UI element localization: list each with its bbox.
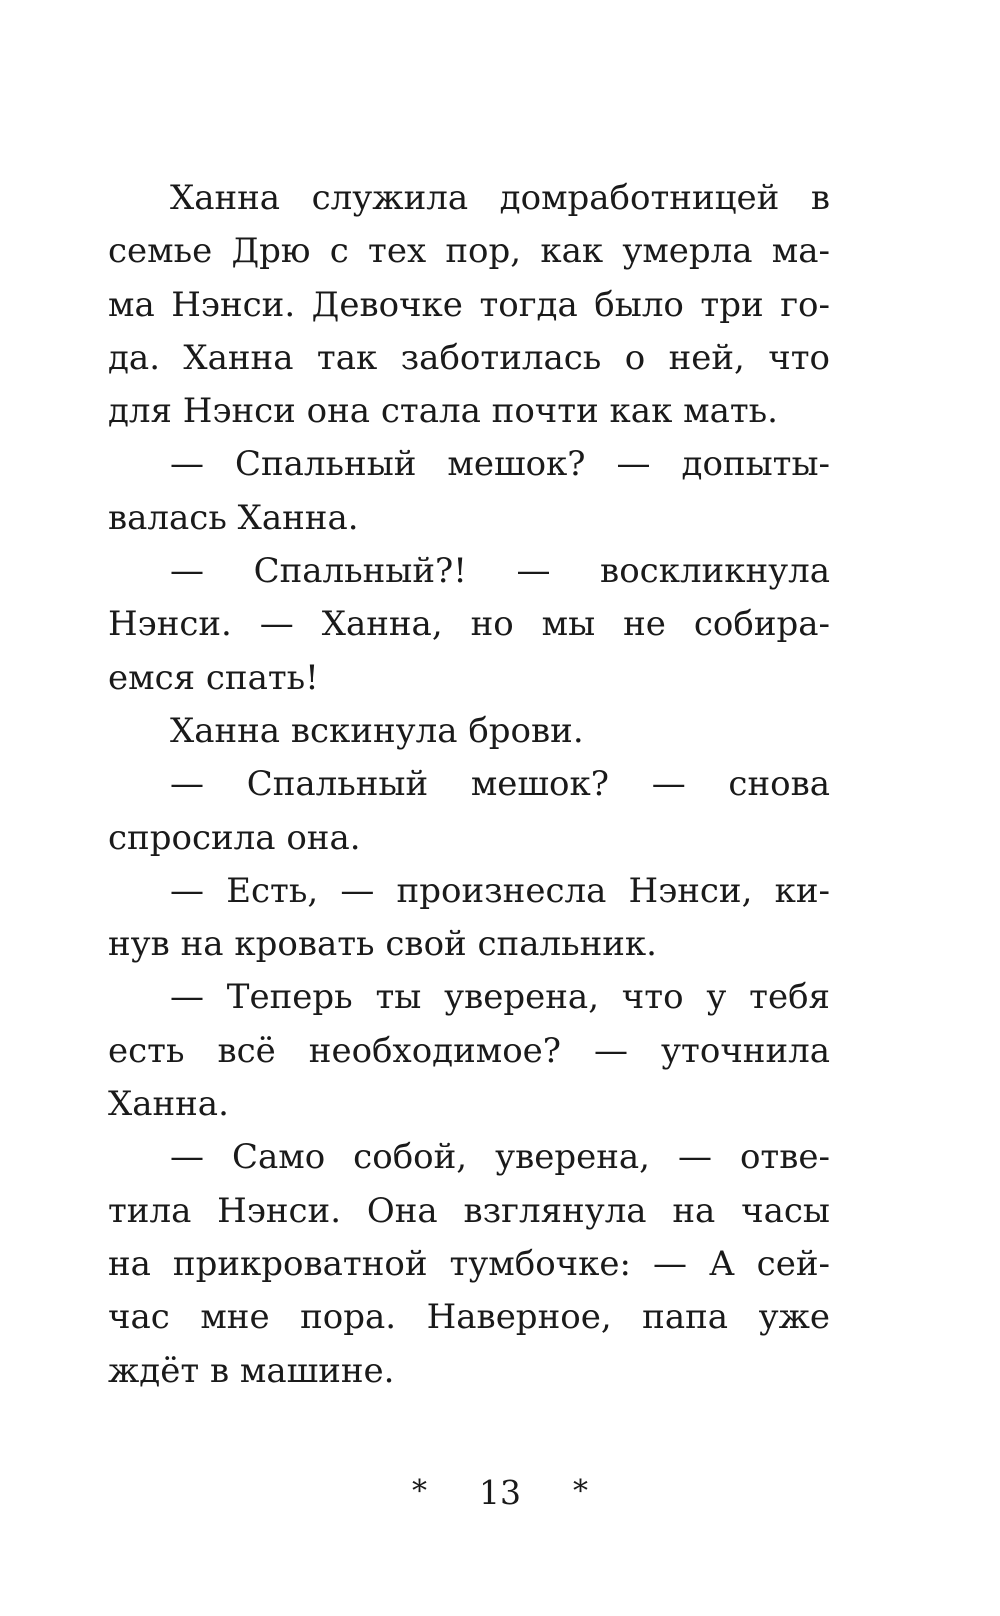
text-line: для Нэнси она стала почти как мать. bbox=[108, 391, 778, 432]
text-line: — Спальный мешок? — допыты- bbox=[170, 444, 830, 485]
text-line: — Спальный?! — воскликнула bbox=[170, 551, 830, 592]
text-line: — Есть, — произнесла Нэнси, ки- bbox=[170, 870, 830, 911]
text-line: — Теперь ты уверена, что у тебя bbox=[170, 977, 830, 1018]
page-footer bbox=[0, 1462, 1000, 1522]
right-star-ornament-icon: * bbox=[573, 1474, 588, 1509]
text-line: да. Ханна так заботилась о ней, что bbox=[108, 337, 830, 378]
text-line: емся спать! bbox=[108, 657, 319, 698]
text-line: Ханна вскинула брови. bbox=[170, 710, 584, 751]
text-line: валась Ханна. bbox=[108, 497, 359, 538]
text-line: спросила она. bbox=[108, 817, 361, 858]
text-line: Ханна. bbox=[108, 1084, 229, 1125]
text-line: тила Нэнси. Она взглянула на часы bbox=[108, 1190, 830, 1231]
text-line: ма Нэнси. Девочке тогда было три го- bbox=[108, 284, 830, 325]
left-star-ornament-icon: * bbox=[412, 1474, 427, 1509]
text-line: на прикроватной тумбочке: — А сей- bbox=[108, 1243, 830, 1284]
text-line: Ханна служила домработницей в bbox=[170, 178, 830, 218]
text-line: Нэнси. — Ханна, но мы не собира- bbox=[108, 604, 830, 645]
text-line: семье Дрю с тех пор, как умерла ма- bbox=[108, 231, 830, 272]
text-line: есть всё необходимое? — уточнила bbox=[108, 1030, 830, 1071]
text-line: — Само собой, уверена, — отве- bbox=[170, 1137, 830, 1178]
text-line: нув на кровать свой спальник. bbox=[108, 924, 657, 965]
text-line: час мне пора. Наверное, папа уже bbox=[108, 1297, 830, 1338]
text-line: — Спальный мешок? — снова bbox=[170, 764, 830, 805]
text-line: ждёт в машине. bbox=[108, 1350, 395, 1391]
body-text bbox=[108, 172, 830, 1398]
page-number: 13 bbox=[479, 1472, 521, 1512]
